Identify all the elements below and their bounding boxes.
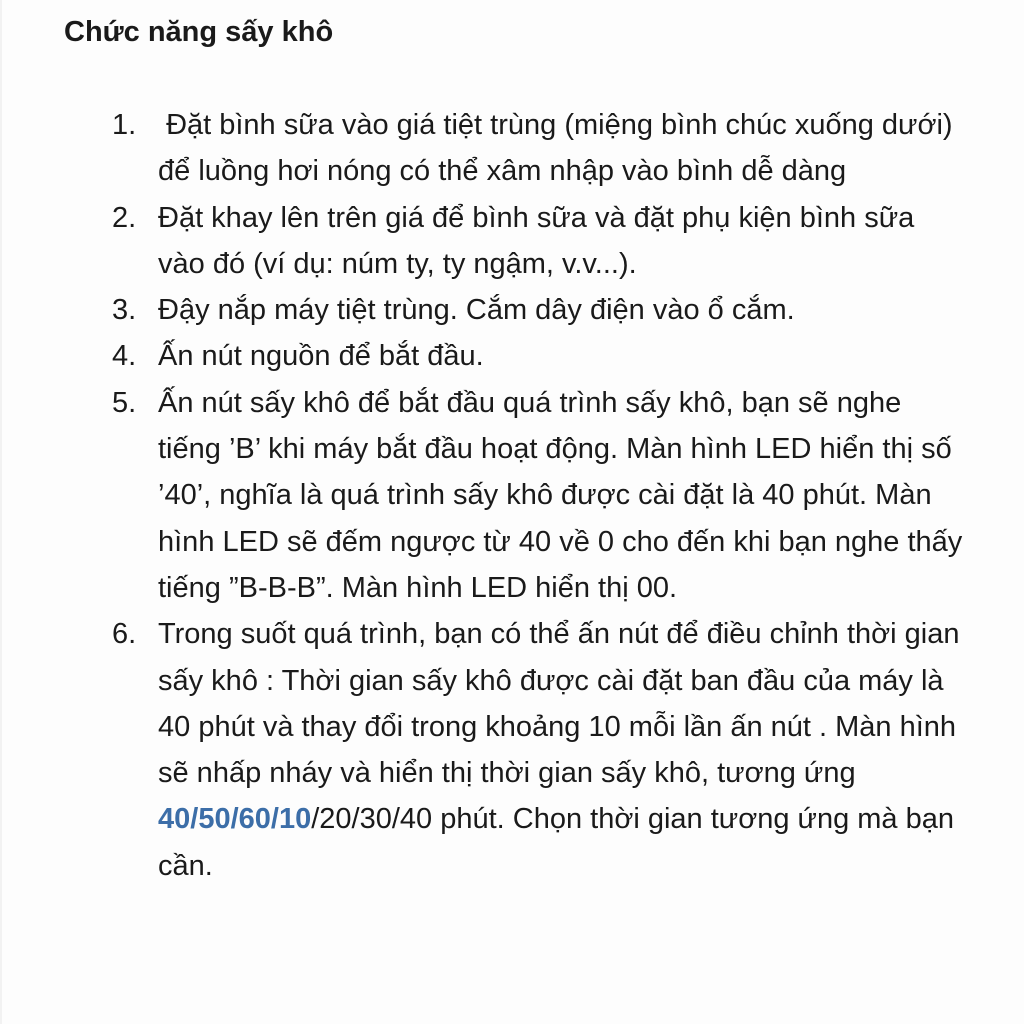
step-number: 6. (112, 618, 137, 651)
step-text (158, 611, 966, 889)
list-item (112, 611, 982, 889)
step-text: Đậy nắp máy tiệt trùng. Cắm dây điện vào ổ cắm. (158, 294, 795, 327)
list-item (112, 195, 982, 288)
steps-list (112, 102, 982, 889)
list-item (112, 102, 982, 195)
highlighted-times: 40/50/60/10 (158, 803, 312, 836)
list-item (112, 380, 982, 611)
step-text-after: /20/30/40 phút. Chọn thời gian tương ứng mà bạn cần. (158, 803, 954, 882)
list-item (112, 287, 982, 333)
step-text: Ấn nút sấy khô để bắt đầu quá trình sấy khô, bạn sẽ nghe tiếng ’B’ khi máy bắt đầu hoạt động. Màn hình LED hiển thị số ’40’, nghĩa là quá trình sấy khô được cài đặt là 40 phút. Màn hình LED sẽ đếm ngược từ 40 về 0 cho đến khi bạn nghe thấy tiếng ”B-B-B”. Màn hình LED hiển thị 00. (158, 386, 963, 604)
list-item (112, 333, 982, 379)
step-text: Đặt bình sữa vào giá tiệt trùng (miệng bình chúc xuống dưới) để luồng hơi nóng có thể xâm nhập vào bình dễ dàng (158, 109, 961, 188)
step-number: 4. (112, 340, 137, 373)
step-text-before: Trong suốt quá trình, bạn có thể ấn nút để điều chỉnh thời gian sấy khô : Thời gian sấy khô được cài đặt ban đầu của máy là 40 phút và thay đổi trong khoảng 10 mỗi lần ấn nút . Màn hình sẽ nhấp nháy và hiển thị thời gian sấy khô, tương ứng (158, 618, 960, 790)
page-title: Chức năng sấy khô (64, 16, 334, 48)
step-text: Đặt khay lên trên giá để bình sữa và đặt phụ kiện bình sữa vào đó (ví dụ: núm ty, ty ngậm, v.v...). (158, 201, 915, 280)
step-number: 3. (112, 294, 137, 327)
step-number: 1. (112, 109, 137, 141)
step-text: Ấn nút nguồn để bắt đầu. (158, 340, 484, 373)
step-number: 2. (112, 201, 137, 234)
step-number: 5. (112, 386, 137, 419)
